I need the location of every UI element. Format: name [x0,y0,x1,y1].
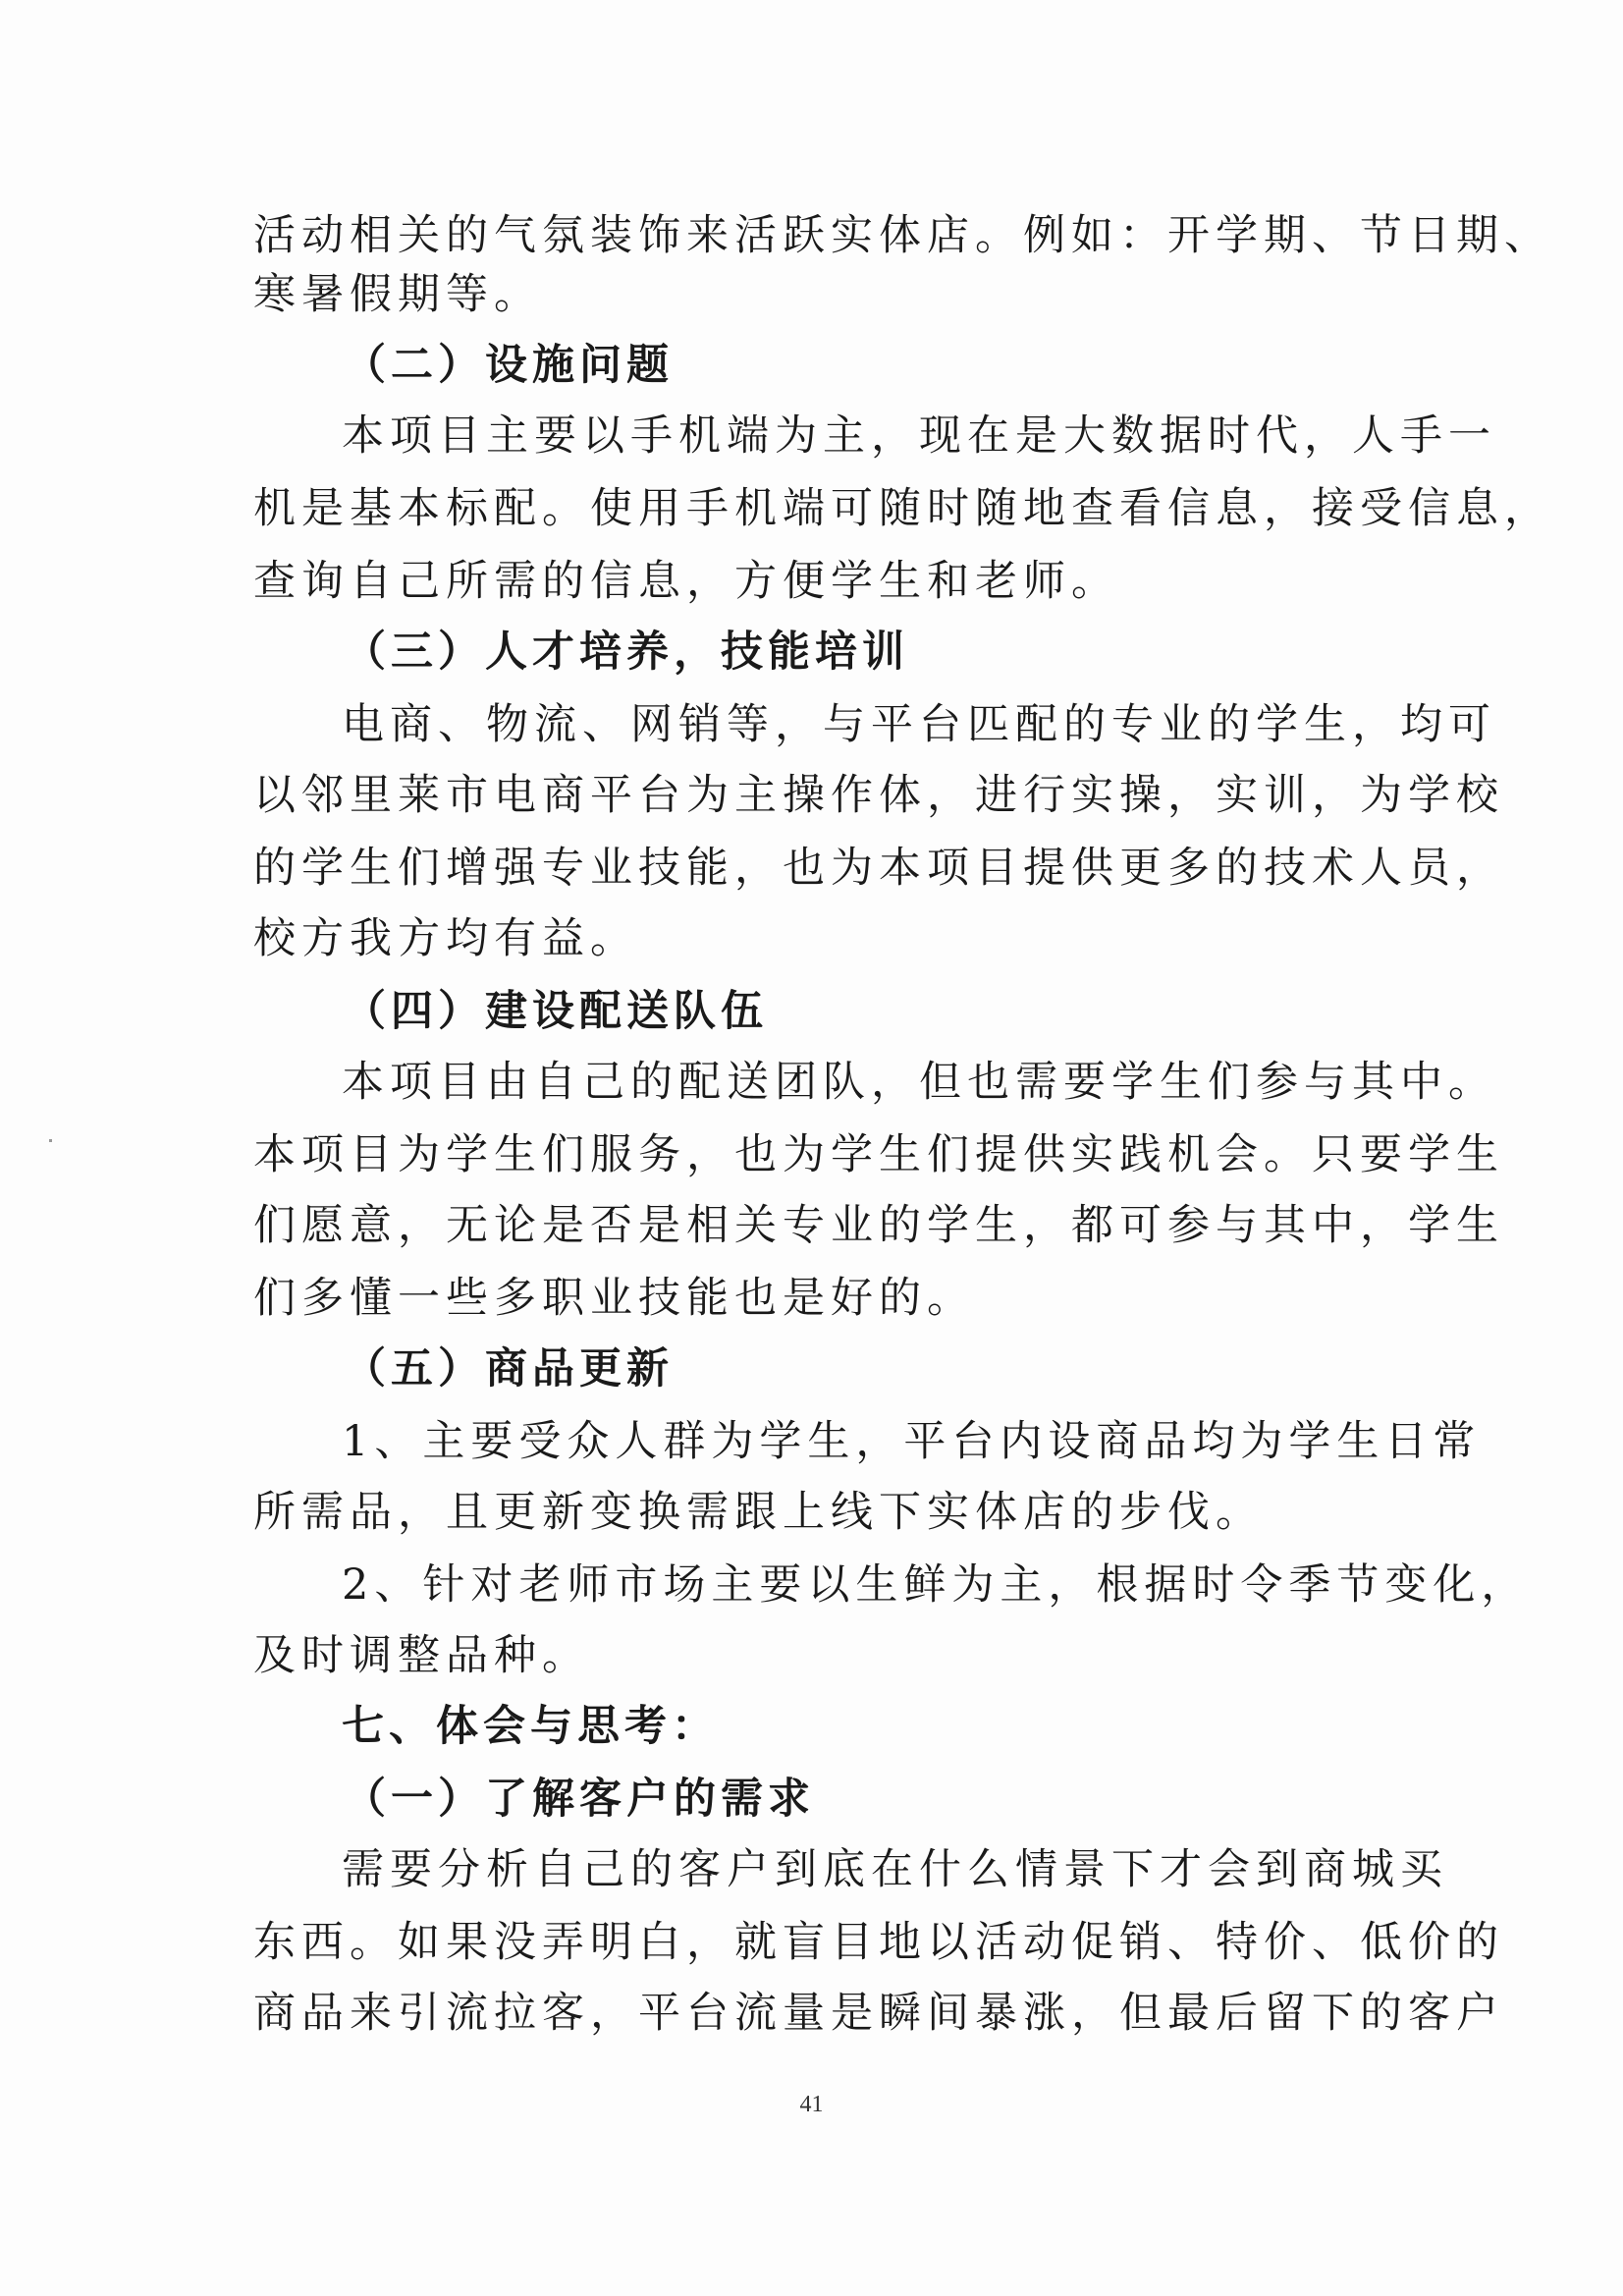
page-number: 41 [799,2092,824,2117]
body-line: 2、针对老师市场主要以生鲜为主，根据时令季节变化， [342,1560,1530,1610]
body-line: 们多懂一些多职业技能也是好的。 [253,1274,975,1323]
scan-speck [49,1139,52,1142]
body-line: 机是基本标配。使用手机端可随时随地查看信息，接受信息， [253,484,1552,533]
body-line: 校方我方均有益。 [253,914,638,963]
section-heading-customer-needs: （一）了解客户的需求 [344,1775,815,1824]
body-line: 本项目为学生们服务，也为学生们提供实践机会。只要学生 [253,1130,1504,1179]
section-heading-delivery-team: （四）建设配送队伍 [344,987,768,1036]
body-line: 商品来引流拉客，平台流量是瞬间暴涨，但最后留下的客户 [253,1989,1504,2038]
section-heading-talent-training: （三）人才培养，技能培训 [344,628,909,677]
body-line: 本项目由自己的配送团队，但也需要学生们参与其中。 [342,1058,1496,1107]
body-line: 东西。如果没弄明白，就盲目地以活动促销、特价、低价的 [253,1918,1504,1967]
body-line: 1、主要受众人群为学生，平台内设商品均为学生日常 [342,1417,1482,1466]
section-heading-product-update: （五）商品更新 [344,1344,674,1394]
section-heading-facilities: （二）设施问题 [344,341,674,390]
body-line: 以邻里莱市电商平台为主操作体，进行实操，实训，为学校 [253,771,1504,820]
body-line: 活动相关的气氛装饰来活跃实体店。例如：开学期、节日期、 [253,211,1552,260]
body-line: 及时调整品种。 [253,1631,590,1680]
body-line: 查询自己所需的信息，方便学生和老师。 [253,557,1119,606]
body-line: 寒暑假期等。 [253,270,542,319]
body-line: 本项目主要以手机端为主，现在是大数据时代，人手一 [342,411,1496,461]
body-line: 电商、物流、网销等，与平台匹配的专业的学生，均可 [342,700,1496,749]
body-line: 所需品，且更新变换需跟上线下实体店的步伐。 [253,1488,1264,1537]
body-line: 的学生们增强专业技能，也为本项目提供更多的技术人员， [253,844,1504,893]
chapter-heading-reflection: 七、体会与思考： [342,1702,719,1751]
body-line: 需要分析自己的客户到底在什么情景下才会到商城买 [342,1845,1448,1894]
body-line: 们愿意，无论是否是相关专业的学生，都可参与其中，学生 [253,1201,1504,1250]
